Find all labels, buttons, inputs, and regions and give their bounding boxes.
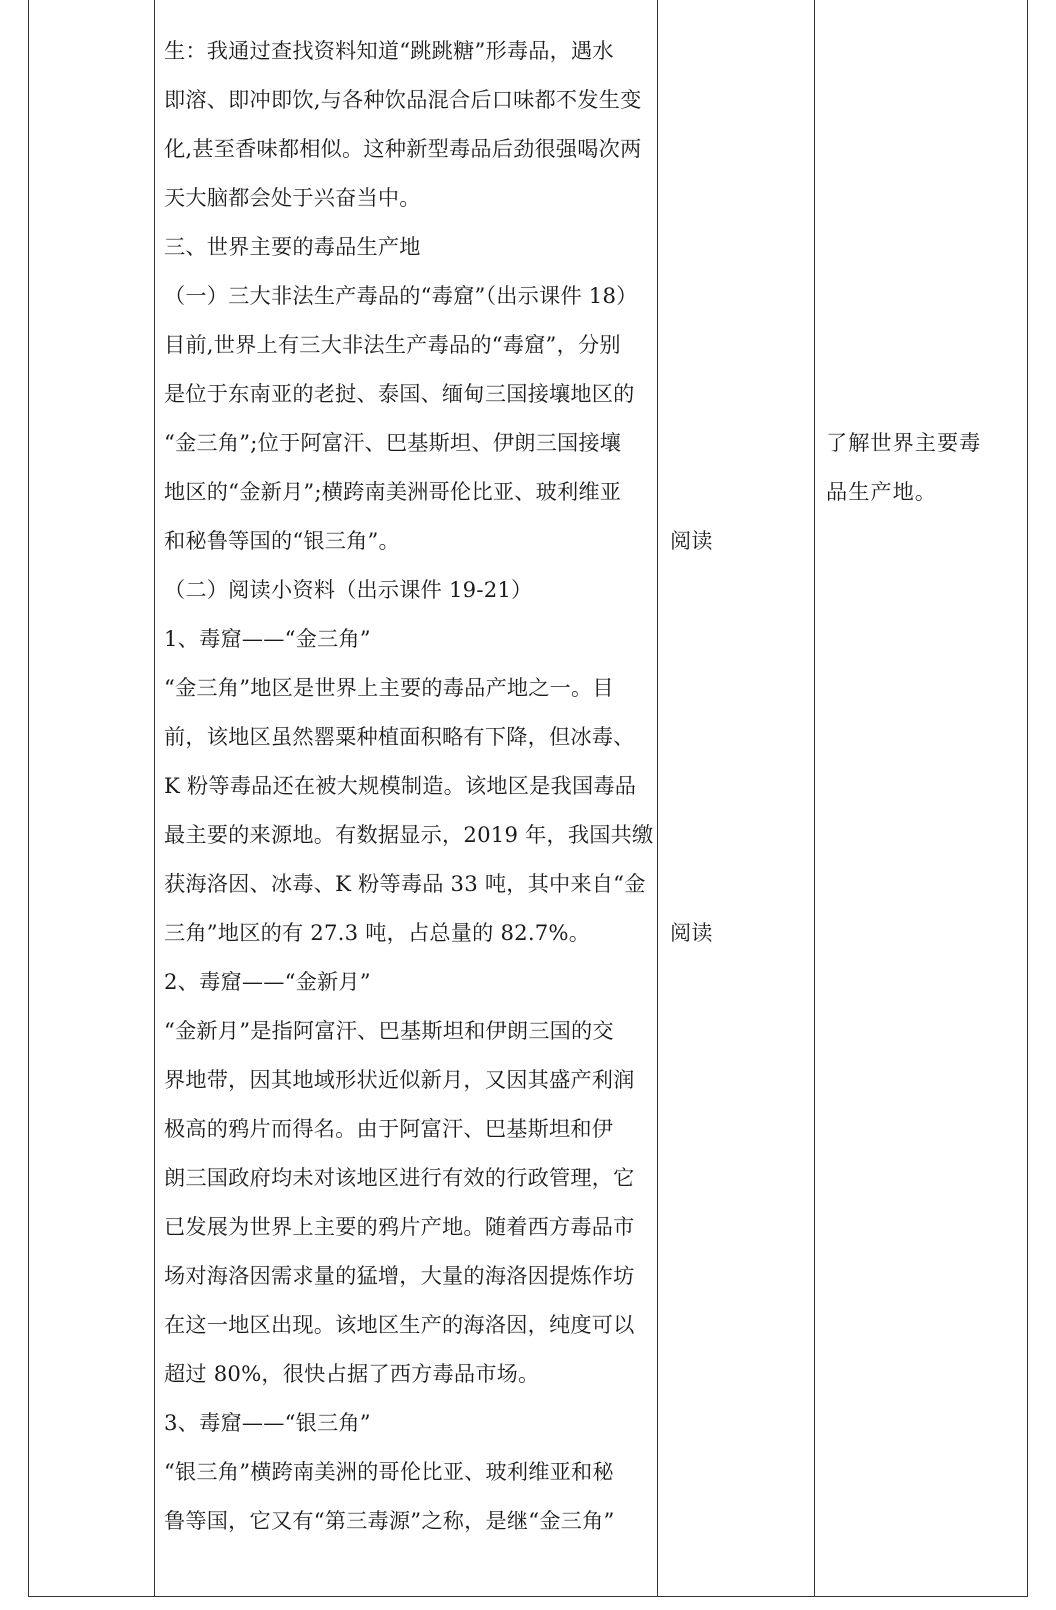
text-line: 生：我通过查找资料知道“跳跳糖”形毒品，遇水	[164, 38, 614, 63]
text-line: 目前,世界上有三大非法生产毒品的“毒窟”，分别	[164, 332, 621, 357]
subsection-heading: （一）三大非法生产毒品的“毒窟”（出示课件 18）	[164, 283, 638, 308]
text-line: “银三角”横跨南美洲的哥伦比亚、玻利维亚和秘	[164, 1459, 614, 1484]
student-activity-note: 阅读	[670, 528, 713, 553]
item-heading: 3、毒窟——“银三角”	[164, 1410, 371, 1435]
column-divider-3	[814, 0, 815, 1596]
text-line: 获海洛因、冰毒、K 粉等毒品 33 吨，其中来自“金	[164, 871, 646, 896]
text-line: 三角”地区的有 27.3 吨，占总量的 82.7%。	[164, 920, 591, 945]
text-line: 前，该地区虽然罂粟种植面积略有下降，但冰毒、	[164, 724, 635, 749]
text-line: 在这一地区出现。该地区生产的海洛因，纯度可以	[164, 1312, 635, 1337]
text-line: 地区的“金新月”;横跨南美洲哥伦比亚、玻利维亚	[164, 479, 622, 504]
text-line: 是位于东南亚的老挝、泰国、缅甸三国接壤地区的	[164, 381, 635, 406]
text-line: 最主要的来源地。有数据显示，2019 年，我国共缴	[164, 822, 654, 847]
text-line: 天大脑都会处于兴奋当中。	[164, 185, 421, 210]
teaching-process-column	[164, 26, 654, 1545]
text-line: 和秘鲁等国的“银三角”。	[164, 528, 400, 553]
text-line: 化,甚至香味都相似。这种新型毒品后劲很强喝次两	[164, 136, 642, 161]
text-line: 朗三国政府均未对该地区进行有效的行政管理，它	[164, 1165, 635, 1190]
text-line: “金三角”;位于阿富汗、巴基斯坦、伊朗三国接壤	[164, 430, 622, 455]
design-intent-line: 品生产地。	[826, 479, 937, 504]
text-line: 鲁等国，它又有“第三毒源”之称，是继“金三角”	[164, 1508, 615, 1533]
text-line: 极高的鸦片而得名。由于阿富汗、巴基斯坦和伊	[164, 1116, 614, 1141]
item-heading: 2、毒窟——“金新月”	[164, 969, 371, 994]
text-line: 超过 80%，很快占据了西方毒品市场。	[164, 1361, 540, 1386]
student-activity-note: 阅读	[670, 920, 713, 945]
text-line: “金三角”地区是世界上主要的毒品产地之一。目	[164, 675, 614, 700]
text-line: 场对海洛因需求量的猛增，大量的海洛因提炼作坊	[164, 1263, 635, 1288]
subsection-heading: （二）阅读小资料（出示课件 19-21）	[164, 577, 533, 602]
design-intent-column	[826, 418, 994, 516]
section-heading: 三、世界主要的毒品生产地	[164, 234, 421, 259]
column-divider-2	[657, 0, 658, 1596]
text-line: 即溶、即冲即饮,与各种饮品混合后口味都不发生变	[164, 87, 642, 112]
column-divider-1	[154, 0, 155, 1596]
text-line: K 粉等毒品还在被大规模制造。该地区是我国毒品	[164, 773, 637, 798]
text-line: 界地带，因其地域形状近似新月，又因其盛产利润	[164, 1067, 635, 1092]
text-line: 已发展为世界上主要的鸦片产地。随着西方毒品市	[164, 1214, 635, 1239]
item-heading: 1、毒窟——“金三角”	[164, 626, 371, 651]
design-intent-line: 了解世界主要毒	[826, 430, 982, 455]
text-line: “金新月”是指阿富汗、巴基斯坦和伊朗三国的交	[164, 1018, 614, 1043]
